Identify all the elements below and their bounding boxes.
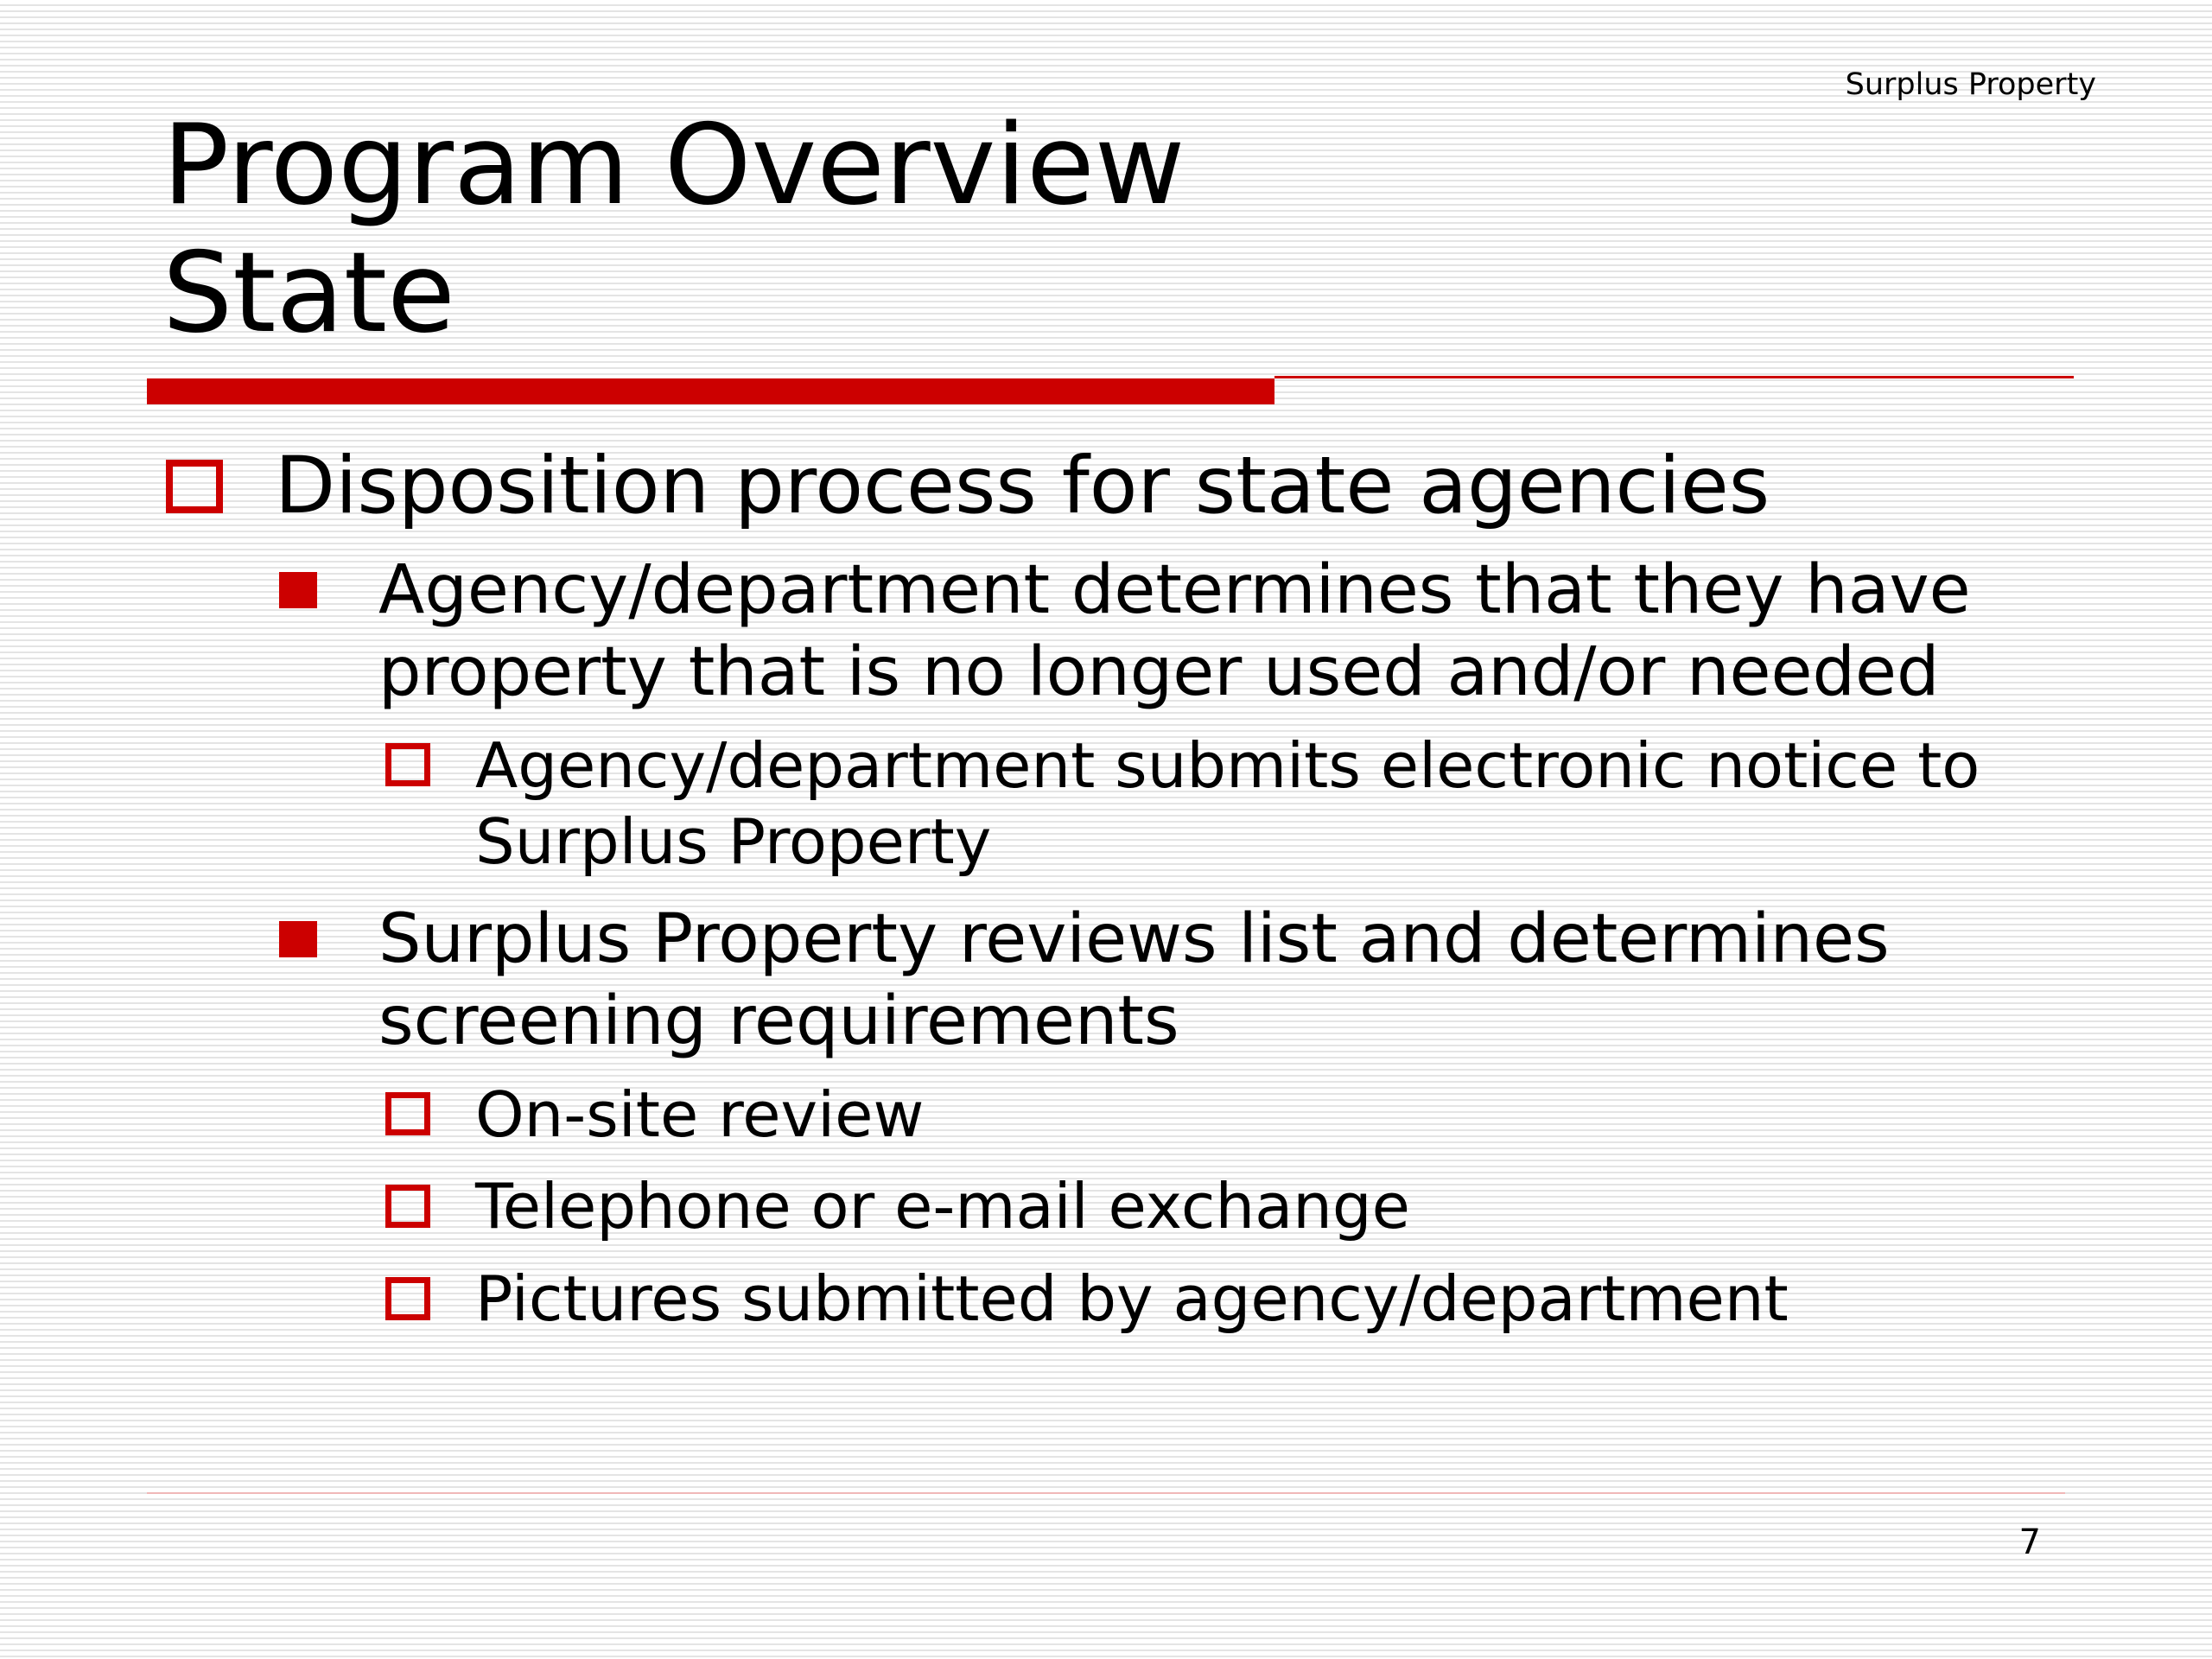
bullet-text-line: Surplus Property xyxy=(475,805,992,878)
filled-square-bullet-icon xyxy=(279,572,317,608)
bullet-text: On-site review xyxy=(475,1078,925,1151)
bullet-text-line: property that is no longer used and/or needed xyxy=(378,633,1940,711)
footer-divider xyxy=(147,1492,2065,1494)
hollow-square-bullet-icon xyxy=(385,1092,430,1135)
bullet-level1 xyxy=(275,439,1770,534)
bullet-level2 xyxy=(378,550,1971,714)
slide-title-line2: State xyxy=(162,229,455,358)
slide-title-line1: Program Overview xyxy=(162,101,1185,230)
hollow-square-bullet-icon xyxy=(385,1185,430,1228)
bullet-level3 xyxy=(475,728,1980,880)
bullet-level3 xyxy=(475,1077,924,1153)
bullet-text: Pictures submitted by agency/department xyxy=(475,1262,1789,1335)
title-divider-thick xyxy=(147,378,1274,404)
bullet-text-line: Agency/department determines that they have xyxy=(378,551,1971,629)
bullet-text-line: screening requirements xyxy=(378,982,1179,1060)
bullet-level2 xyxy=(378,899,1890,1063)
hollow-square-bullet-icon xyxy=(166,460,223,513)
bullet-text-line: Surplus Property reviews list and determines xyxy=(378,900,1890,978)
bullet-level3 xyxy=(475,1261,1789,1337)
bullet-level3 xyxy=(475,1168,1410,1244)
slide-title xyxy=(162,102,1185,358)
title-divider-thin xyxy=(1274,376,2074,378)
page-number: 7 xyxy=(2018,1522,2041,1562)
hollow-square-bullet-icon xyxy=(385,743,430,786)
bullet-text: Telephone or e-mail exchange xyxy=(475,1170,1410,1243)
bullet-text-line: Agency/department submits electronic notice to xyxy=(475,729,1980,802)
header-label: Surplus Property xyxy=(1845,67,2096,102)
bullet-text: Disposition process for state agencies xyxy=(275,441,1770,531)
filled-square-bullet-icon xyxy=(279,921,317,957)
hollow-square-bullet-icon xyxy=(385,1277,430,1320)
